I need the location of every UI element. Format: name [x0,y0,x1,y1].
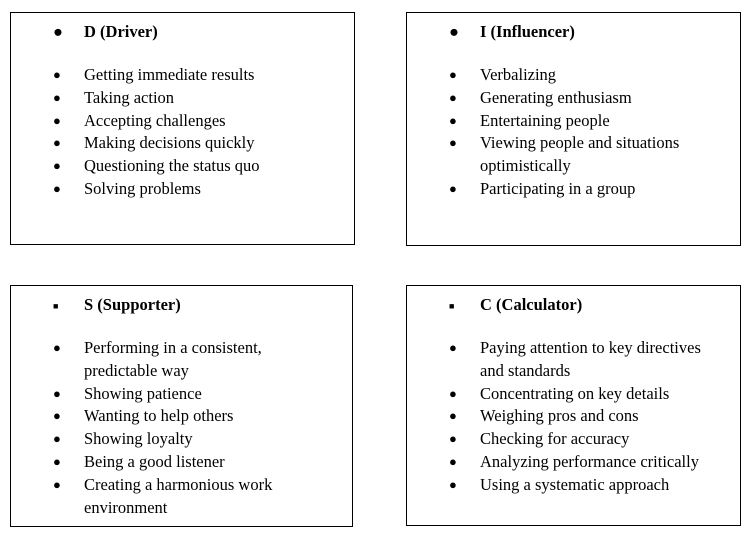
bullet-dot-icon: ● [53,67,61,82]
list-item: ● Showing loyalty [11,428,352,451]
bullet-dot-icon: ● [53,431,61,447]
influencer-list [407,64,740,201]
bullet-dot-icon: ● [449,135,457,151]
bullet-dot-icon: ● [449,180,457,196]
bullet-dot-icon: ● [53,180,61,196]
supporter-box [10,285,353,527]
bullet-dot-icon: ● [449,112,457,128]
bullet-dot-icon: ● [53,112,61,128]
bullet-dot-icon: ● [53,89,61,105]
list-item: ● Using a systematic approach [407,474,740,497]
list-item: ● Verbalizing [407,64,740,87]
bullet-dot-icon: ● [53,408,61,424]
list-item: ● Entertaining people [407,110,740,133]
influencer-heading [407,21,740,43]
bullet-square-icon: ■ [449,301,455,311]
list-item: ● Taking action [11,87,354,110]
list-item: ● Analyzing performance critically [407,451,740,474]
driver-title: D (Driver) [84,22,158,41]
list-item: ● Accepting challenges [11,110,354,133]
calculator-list [407,337,740,497]
bullet-square-icon: ■ [53,301,59,311]
list-item: ● Participating in a group [407,178,740,201]
list-item: ● Generating enthusiasm [407,87,740,110]
influencer-box [406,12,741,246]
calculator-title: C (Calculator) [480,295,583,314]
list-item: ● Viewing people and situations optimistically [449,133,680,176]
bullet-dot-icon: ● [449,476,457,492]
bullet-dot-icon: ● [53,158,61,174]
influencer-title: I (Influencer) [480,22,575,41]
driver-heading [11,21,354,43]
bullet-dot-icon: ● [53,476,61,492]
bullet-dot-icon: ● [449,89,457,105]
list-item: ● Showing patience [11,383,352,406]
bullet-dot-icon: ● [53,22,63,41]
calculator-box [406,285,741,526]
calculator-heading [407,294,740,316]
bullet-dot-icon: ● [53,135,61,151]
bullet-dot-icon: ● [449,431,457,447]
list-item: ● Making decisions quickly [11,132,354,155]
bullet-dot-icon: ● [449,22,459,41]
supporter-list [11,337,352,519]
bullet-dot-icon: ● [53,340,61,355]
driver-list [11,64,354,201]
list-item: ● Paying attention to key directives and standards [449,338,701,380]
bullet-dot-icon: ● [53,385,61,401]
list-item: ● Creating a harmonious work environment [53,474,273,517]
list-item: ● Solving problems [11,178,354,201]
list-item: ● Concentrating on key details [407,383,740,406]
bullet-dot-icon: ● [449,453,457,469]
bullet-dot-icon: ● [449,340,457,355]
list-item: ● Weighing pros and cons [407,405,740,428]
list-item: ● Being a good listener [11,451,352,474]
supporter-title: S (Supporter) [84,295,181,314]
bullet-dot-icon: ● [449,385,457,401]
bullet-dot-icon: ● [449,408,457,424]
list-item: ● Performing in a consistent, predictable way [53,338,262,380]
list-item: ● Getting immediate results [11,64,354,87]
driver-box [10,12,355,245]
bullet-dot-icon: ● [449,67,457,82]
list-item: ● Checking for accuracy [407,428,740,451]
bullet-dot-icon: ● [53,453,61,469]
list-item: ● Questioning the status quo [11,155,354,178]
list-item: ● Wanting to help others [11,405,352,428]
supporter-heading [11,294,352,316]
